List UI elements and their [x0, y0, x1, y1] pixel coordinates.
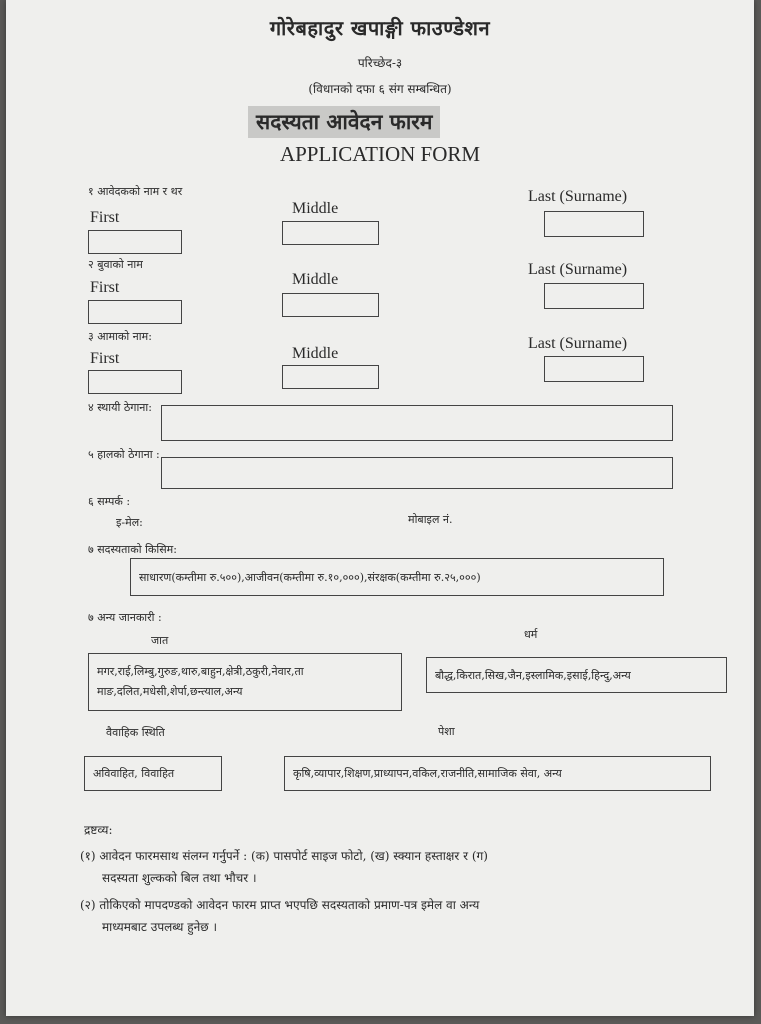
caste-options-line2: माङ,दलित,मधेसी,शेर्पा,छन्त्याल,अन्य: [97, 685, 243, 698]
mother-first-label: First: [90, 350, 120, 367]
form-title-english: APPLICATION FORM: [279, 142, 481, 166]
membership-type-label: ७ सदस्यताको किसिम:: [88, 543, 177, 556]
mobile-label: मोबाइल नं.: [408, 513, 453, 526]
clause-reference: (विधानको दफा ६ संग सम्बन्धित): [308, 82, 452, 96]
chapter-label: परिच्छेद-३: [357, 56, 403, 70]
religion-label: धर्म: [524, 628, 538, 641]
applicant-first-field[interactable]: [88, 230, 182, 254]
email-label: इ-मेल:: [116, 516, 143, 529]
caste-options-line1: मगर,राई,लिम्बु,गुरुङ,थारु,बाहुन,क्षेत्री,ठकुरी,नेवार,ता: [97, 665, 304, 678]
note-2-line-1: (२) तोकिएको मापदण्डको आवेदन फारम प्राप्त भएपछि सदस्यताको प्रमाण-पत्र इमेल वा अन्य: [80, 898, 480, 912]
caste-options: [88, 653, 402, 711]
mother-name-label: ३ आमाको नाम:: [88, 330, 152, 343]
application-form-page: [6, 0, 754, 1016]
applicant-first-label: First: [90, 209, 120, 226]
membership-type-text: साधारण(कम्तीमा रु.५००),आजीवन(कम्तीमा रु.१०,०००),संरक्षक(कम्तीमा रु.२५,०००): [139, 570, 481, 584]
membership-type-options: [130, 558, 664, 596]
occupation-options: [284, 756, 711, 791]
other-info-label: ७ अन्य जानकारी :: [88, 611, 162, 624]
permanent-address-field[interactable]: [161, 405, 673, 441]
permanent-address-label: ४ स्थायी ठेगाना:: [88, 401, 152, 414]
marital-status-options: [84, 756, 222, 791]
mother-first-field[interactable]: [88, 370, 182, 394]
father-name-label: २ बुवाको नाम: [88, 258, 143, 271]
religion-options: [426, 657, 727, 693]
mother-last-field[interactable]: [544, 356, 644, 382]
father-first-field[interactable]: [88, 300, 182, 324]
father-middle-field[interactable]: [282, 293, 379, 317]
applicant-last-field[interactable]: [544, 211, 644, 237]
contact-label: ६ सम्पर्क :: [88, 495, 131, 508]
caste-label: जात: [151, 634, 169, 647]
form-title-nepali: सदस्यता आवेदन फारम: [248, 106, 440, 138]
father-last-label: Last (Surname): [528, 261, 628, 278]
applicant-middle-label: Middle: [292, 200, 339, 217]
religion-options-text: बौद्ध,किरात,सिख,जैन,इस्लामिक,इसाई,हिन्दु,अन्य: [435, 668, 631, 682]
mother-last-label: Last (Surname): [528, 335, 628, 352]
note-2-line-2: माध्यमबाट उपलब्ध हुनेछ ।: [102, 920, 218, 934]
marital-status-text: अविवाहित, विवाहित: [93, 767, 175, 780]
current-address-field[interactable]: [161, 457, 673, 489]
note-1-line-1: (१) आवेदन फारमसाथ संलग्न गर्नुपर्ने : (क) पासपोर्ट साइज फोटो, (ख) स्क्यान हस्ताक्षर र (ग): [80, 849, 488, 863]
father-middle-label: Middle: [292, 271, 339, 288]
current-address-label: ५ हालको ठेगाना :: [88, 448, 160, 461]
occupation-options-text: कृषि,व्यापार,शिक्षण,प्राध्यापन,वकिल,राजनीति,सामाजिक सेवा, अन्य: [293, 767, 562, 780]
mother-middle-field[interactable]: [282, 365, 379, 389]
applicant-name-label: १ आवेदकको नाम र थर: [88, 185, 183, 198]
father-last-field[interactable]: [544, 283, 644, 309]
notes-heading: द्रष्टव्य:: [84, 823, 113, 837]
note-1-line-2: सदस्यता शुल्कको बिल तथा भौचर ।: [102, 871, 257, 885]
organization-name: गोरेबहादुर खपाङ्गी फाउण्डेशन: [269, 16, 491, 40]
marital-status-label: वैवाहिक स्थिति: [106, 726, 165, 739]
occupation-label: पेशा: [438, 725, 455, 738]
father-first-label: First: [90, 279, 120, 296]
applicant-last-label: Last (Surname): [528, 188, 628, 205]
applicant-middle-field[interactable]: [282, 221, 379, 245]
mother-middle-label: Middle: [292, 345, 339, 362]
